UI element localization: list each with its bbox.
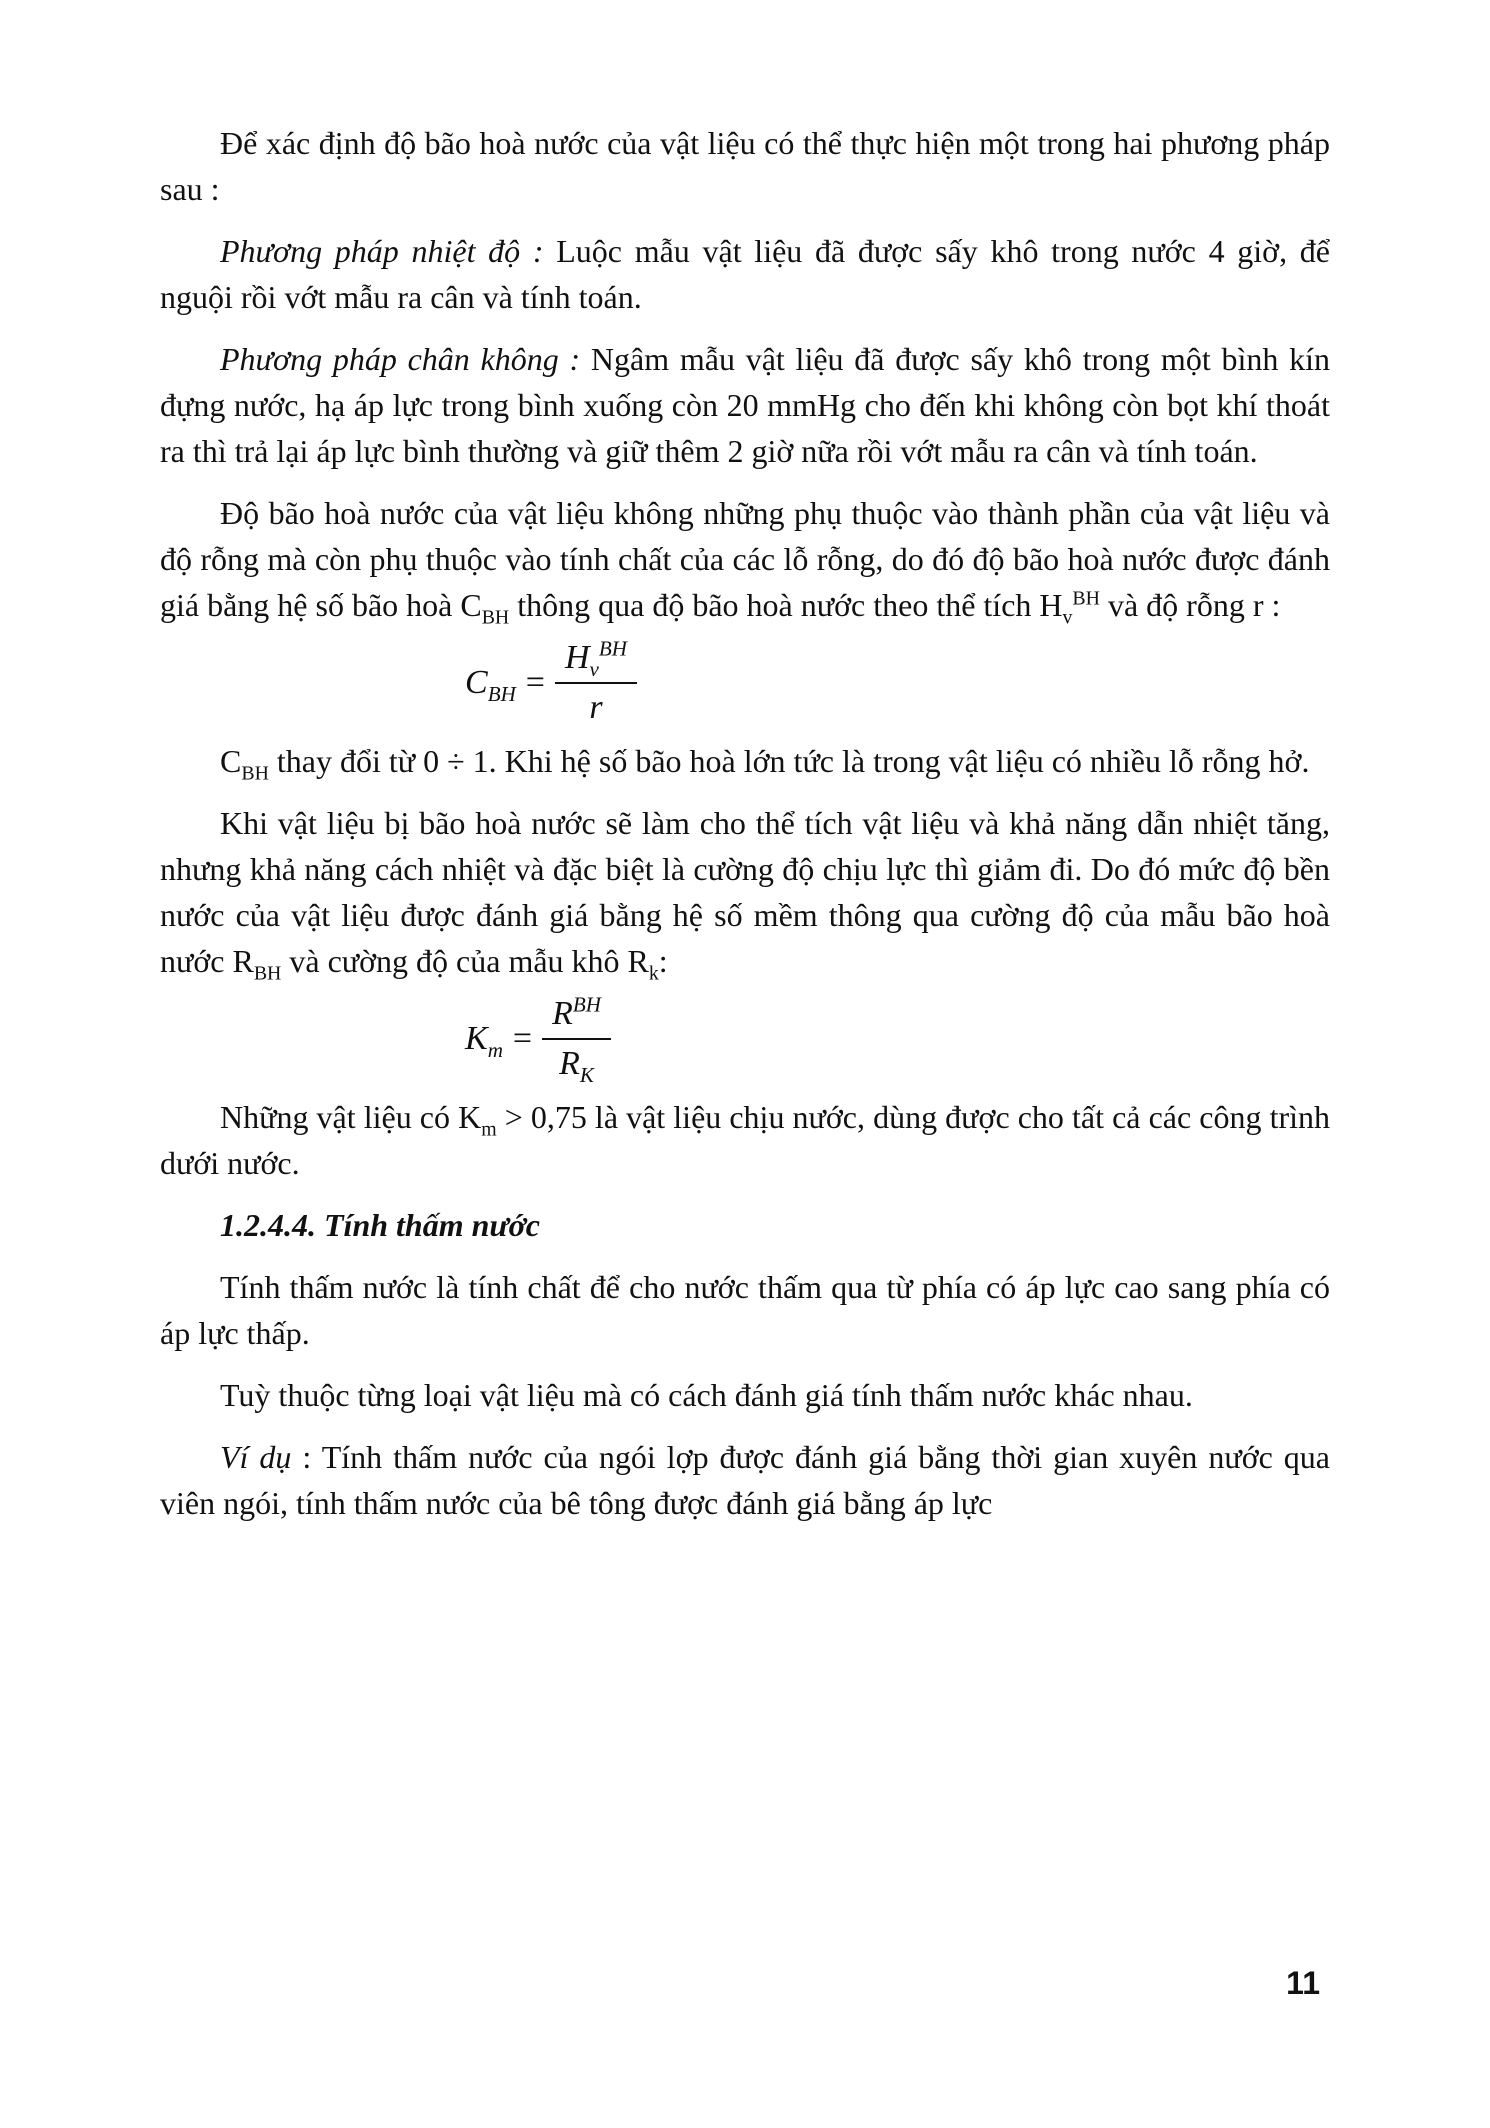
paragraph-coefficient-range bbox=[160, 738, 1330, 784]
subscript: v bbox=[1062, 606, 1073, 629]
formula-symbol: R bbox=[559, 1045, 580, 1082]
section-heading: 1.2.4.4. Tính thấm nước bbox=[220, 1207, 540, 1243]
paragraph-intro: Để xác định độ bão hoà nước của vật liệu có thể thực hiện một trong hai phương pháp sau : bbox=[160, 125, 1330, 207]
formula-superscript: BH bbox=[572, 992, 601, 1017]
paragraph-permeability-evaluation: Tuỳ thuộc từng loại vật liệu mà có cách đánh giá tính thấm nước khác nhau. bbox=[220, 1377, 1193, 1413]
temperature-method-text: Luộc mẫu vật liệu đã được sấy khô trong nước 4 giờ, để nguội rồi vớt mẫu ra cân và tính toán. bbox=[160, 233, 1331, 315]
text-run: > 0,75 là vật liệu chịu nước, dùng được cho tất cả các công trình dưới nước. bbox=[160, 1099, 1331, 1181]
text-run: và độ rỗng r : bbox=[1099, 587, 1281, 623]
formula-superscript: BH bbox=[598, 636, 628, 661]
text-run: thay đổi từ 0 ÷ 1. Khi hệ số bão hoà lớn tức là trong vật liệu có nhiều lỗ rỗng hở. bbox=[268, 743, 1310, 779]
fraction-numerator bbox=[555, 638, 637, 684]
formula-saturation-coefficient bbox=[465, 628, 1330, 738]
subscript: m bbox=[481, 1118, 497, 1141]
paragraph-temperature-method bbox=[160, 228, 1330, 320]
formula-subscript: BH bbox=[487, 681, 516, 706]
text-run: C bbox=[220, 743, 242, 779]
formula-fraction bbox=[542, 992, 611, 1087]
formula-lhs bbox=[465, 660, 516, 706]
text-run: thông qua độ bão hoà nước theo thể tích H bbox=[509, 587, 1063, 623]
formula-subscript: m bbox=[487, 1037, 503, 1062]
vacuum-method-label: Phương pháp chân không : bbox=[220, 341, 581, 377]
fraction-numerator bbox=[542, 994, 611, 1040]
paragraph-example bbox=[160, 1434, 1330, 1526]
text-run: Những vật liệu có K bbox=[220, 1099, 482, 1135]
text-run: : bbox=[658, 943, 668, 979]
formula-subscript: v bbox=[589, 656, 599, 681]
equals-sign: = bbox=[525, 664, 545, 701]
equals-sign: = bbox=[512, 1020, 533, 1057]
formula-lhs bbox=[465, 1016, 503, 1062]
paragraph-permeability-definition: Tính thấm nước là tính chất để cho nước thấm qua từ phía có áp lực cao sang phía có áp lực thấp. bbox=[160, 1269, 1330, 1351]
paragraph-vacuum-method bbox=[160, 336, 1330, 474]
subscript: BH bbox=[481, 606, 510, 629]
page-body bbox=[160, 120, 1330, 1526]
example-label: Ví dụ bbox=[220, 1439, 292, 1475]
formula-softening-coefficient bbox=[465, 984, 1330, 1094]
text-run: Độ bão hoà nước của vật liệu không những phụ thuộc vào thành phần của vật liệu và độ rỗng mà còn phụ thuộc vào tính chất của các lỗ rỗng, do đó độ bão hoà nước được đánh giá bằng hệ số bão hoà C bbox=[160, 495, 1330, 623]
formula-fraction bbox=[555, 638, 637, 728]
paragraph-saturation-coefficient bbox=[160, 490, 1330, 628]
vacuum-method-text: Ngâm mẫu vật liệu đã được sấy khô trong một bình kín đựng nước, hạ áp lực trong bình xuống còn 20 mmHg cho đến khi không còn bọt khí thoát ra thì trả lại áp lực bình thường và giữ thêm 2 giờ nữa rồi vớt mẫu ra cân và tính toán. bbox=[160, 341, 1331, 469]
page-number: 11 bbox=[1286, 1965, 1320, 2001]
fraction-denominator: r bbox=[589, 689, 603, 726]
superscript: BH bbox=[1072, 587, 1100, 610]
formula-symbol: H bbox=[564, 639, 590, 676]
formula-symbol: R bbox=[552, 995, 573, 1032]
text-run: Khi vật liệu bị bão hoà nước sẽ làm cho thể tích vật liệu và khả năng dẫn nhiệt tăng, nhưng khả năng cách nhiệt và đặc biệt là cường độ chịu lực thì giảm đi. Do đó mức độ bền nước của vật liệu được đánh giá bằng hệ số mềm thông qua cường độ của mẫu bão hoà nước R bbox=[160, 805, 1330, 979]
formula-subscript: K bbox=[579, 1062, 594, 1087]
subscript: k bbox=[648, 962, 659, 985]
subscript: BH bbox=[241, 762, 269, 785]
formula-symbol: C bbox=[465, 664, 488, 701]
temperature-method-label: Phương pháp nhiệt độ : bbox=[220, 233, 544, 269]
paragraph-water-resistant bbox=[160, 1094, 1330, 1186]
fraction-denominator bbox=[559, 1040, 594, 1087]
text-run: và cường độ của mẫu khô R bbox=[281, 943, 649, 979]
subscript: BH bbox=[253, 962, 282, 985]
example-text: : Tính thấm nước của ngói lợp được đánh giá bằng thời gian xuyên nước qua viên ngói, tính thấm nước của bê tông được đánh giá bằng áp lực bbox=[160, 1439, 1331, 1521]
formula-symbol: K bbox=[465, 1020, 488, 1057]
paragraph-softening-coefficient bbox=[160, 800, 1330, 984]
